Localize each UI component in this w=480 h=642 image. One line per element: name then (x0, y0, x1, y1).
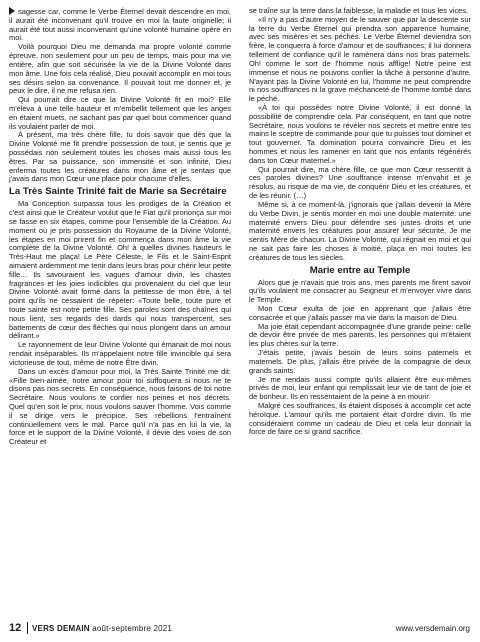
paragraph-text: sagesse car, comme le Verbe Éternel devait descendre en moi, il aurait été inconvenant qu'il trouve en moi la faute originelle; il aurait été tout aussi inconvenant qu'une volonté humaine opère en moi. (9, 7, 231, 43)
paragraph: Dans un excès d'amour pour moi, la Très Sainte Trinité me dit: «Fille bien-aimée, notre amour pour toi suffoquera si nous ne te disons pas nos secrets. En conséquence, nous faisons de toi notre Secrétaire. Nous voulons te confier nos peines et nos décrets. Quel qu'en soit le prix, nous voulons sauver l'homme. Vois comme il se dirige vers le précipice. Ses rébellions l'entraînent continuellement vers le mal. Parce qu'il n'a pas en lui la vie, la force et le support de la Divine Volonté, il dévie des voies de son Créateur et (9, 366, 231, 447)
paragraph (9, 7, 231, 43)
right-column (249, 7, 471, 437)
paragraph: Qui pourrait dire ce que la Divine Volonté fit en moi? Elle m'éleva à une telle hauteur et m'embellit tellement que les anges en étaient muets, ne sachant pas par quel bout commencer quand ils voulaient parler de moi. (9, 95, 231, 131)
paragraph: «Il n'y a pas d'autre moyen de le sauver que par la descente sur la terre du Verbe Éternel qui prendra son apparence humaine, avec ses misères et ses péchés. Le Verbe Éternel deviendra son frère, le conquerra à force d'amour et de souffrances; il lui donnera tellement de confiance qu'il le ramènera dans nos bras paternels. Oh! comme le sort de l'homme nous afflige! Notre peine est immense et nous ne pouvons confier la tâche à personne d'autre. N'ayant pas la Divine Volonté en lui, l'homme ne peut comprendre ni nos souffrances ni la grave méchanceté de l'homme tombé dans le péché. (249, 14, 471, 104)
paragraph: Qui pourrait dire, ma chère fille, ce que mon Cœur ressentit à ces paroles divines? Une souffrance intense m'envahit et je résolus, au risque de ma vie, de conquérir Dieu et les créatures, et de les réunir. (…) (249, 164, 471, 201)
paragraph: Ma Conception surpassa tous les prodiges de la Création et c'est ainsi que le Créateur voulut que le Fiat qu'il prononça sur moi se fasse en six étapes, comme pour l'ensemble de la Création. Au moment où je pris possession du Royaume de la Divine Volonté, les étapes en moi prirent fin et commença dans mon âme la vie complète de la Divine Volonté. Oh! à quelles divines hauteurs le Très-Haut me plaça! Le Père Céleste, le Fils et le Saint-Esprit aimaient ardemment me tenir dans leurs bras pour chérir leur petite fille… Ils savouraient les vagues d'amour divin, les chastes fragrances et les joies indicibles qui provenaient du ciel que leur Divine Volonté avait formé dans la petitesse de mon être, à tel point qu'ils ne cessaient de répéter: «Toute belle, toute pure et toute sainte est notre petite fille. Ses paroles sont des chaînes qui nous lient, ses regards des dards qui nous transpercent, ses battements de cœur des flèches qui nous plongent dans un amour délirant.» (9, 199, 231, 341)
paragraph: À présent, ma très chère fille, tu dois savoir que dès que la Divine Volonté me fit prendre possession de tout, je sentis que je possédais non seulement toutes les choses mais aussi tous les êtres. Par sa puissance, son immensité et son infinité, Dieu enferma toutes les créatures dans mon âme et je sentais que j'avais dans mon Cœur une place pour chacune d'elles. (9, 130, 231, 184)
paragraph: Voilà pourquoi Dieu me demanda ma propre volonté comme épreuve, non seulement pour un peu de temps, mais pour ma vie entière, afin que soit sécurisée la vie de la Divine Volonté dans mon âme. Une fois cela réalisé, Dieu pouvait accomplir en moi tous ses désirs selon sa convenance. Il pouvait tout me donner et, je peux le dire, il ne me refusa rien. (9, 42, 231, 96)
paragraph: Le rayonnement de leur Divine Volonté qui émanait de moi nous rendait inséparables. Ils m'appelaient notre fille invincible qui sera victorieuse de tout, même de notre Être divin. (9, 340, 231, 367)
paragraph: se traîne sur la terre dans la faiblesse, la maladie et tous les vices. (249, 6, 469, 15)
paragraph: «À toi qui possèdes notre Divine Volonté, il est donné la possibilité de comprendre cela. Par conséquent, en tant que notre Secrétaire, nous voulons te révéler nos secrets et mettre entre tes mains le sceptre de commande pour que tu puisses tout dominer et tout gouverner. Ta domination pourra convaincre Dieu et les hommes et nous les ramener en tant que nos enfants régénérés dans ton Cœur maternel.» (249, 102, 472, 165)
issue-date: août-septembre 2021 (92, 624, 173, 633)
page-footer (0, 620, 480, 638)
paragraph: Alors que je n'avais que trois ans, mes parents me firent savoir qu'ils voulaient me consacrer au Seigneur et m'envoyer vivre dans le Temple. (249, 277, 471, 305)
paragraph: Mon Cœur exulta de joie en apprenant que j'allais être consacrée et que j'allais passer ma vie dans la maison de Dieu. (249, 304, 471, 322)
paragraph: Ma joie était cependant accompagnée d'une grande peine: celle de devoir être privée de mes parents, les personnes qui m'étaient les plus chères sur la terre. (249, 321, 471, 349)
footer-divider (27, 622, 28, 634)
paragraph: J'étais petite, j'avais besoin de leurs soins paternels et maternels. De plus, j'allais être privée de la compagnie de deux grands saints. (249, 348, 471, 375)
section-heading: Marie entre au Temple (309, 264, 411, 276)
paragraph: Même si, à ce moment-là, j'ignorais que j'allais devenir la Mère du Verbe Divin, je sentis monter en moi une double maternité: une maternité envers Dieu pour défendre ses justes droits et une maternité envers les créatures pour assurer leur sécurité. Je me sentis Mère de chacun. La Divine Volonté, qui régnait en moi et qui ne sait pas faire les choses à moitié, plaça en moi toutes les créatures de tous les siècles. (249, 199, 471, 262)
magazine-title: VERS DEMAIN (32, 624, 90, 633)
paragraph: Je me rendais aussi compte qu'ils allaient être eux-mêmes privés de moi, leur enfant qui remplissait leur vie de tant de joie et de bonheur. Ils en ressentaient de la peine à en mourir. (249, 374, 471, 402)
arrow-marker-icon (9, 7, 15, 15)
page-number: 12 (9, 622, 22, 634)
paragraph: Malgré ces souffrances, ils étaient disposés à accomplir cet acte héroïque. L'amour qu'ils me portaient était d'ordre divin. Ils me considéraient comme un cadeau de Dieu et cela leur donnait la force de faire ce si grand sacrifice. (249, 400, 471, 437)
section-heading: La Très Sainte Trinité fait de Marie sa Secrétaire (9, 186, 227, 198)
magazine-info (32, 624, 172, 633)
website-url: www.versdemain.org (395, 624, 470, 633)
left-column (9, 7, 231, 447)
